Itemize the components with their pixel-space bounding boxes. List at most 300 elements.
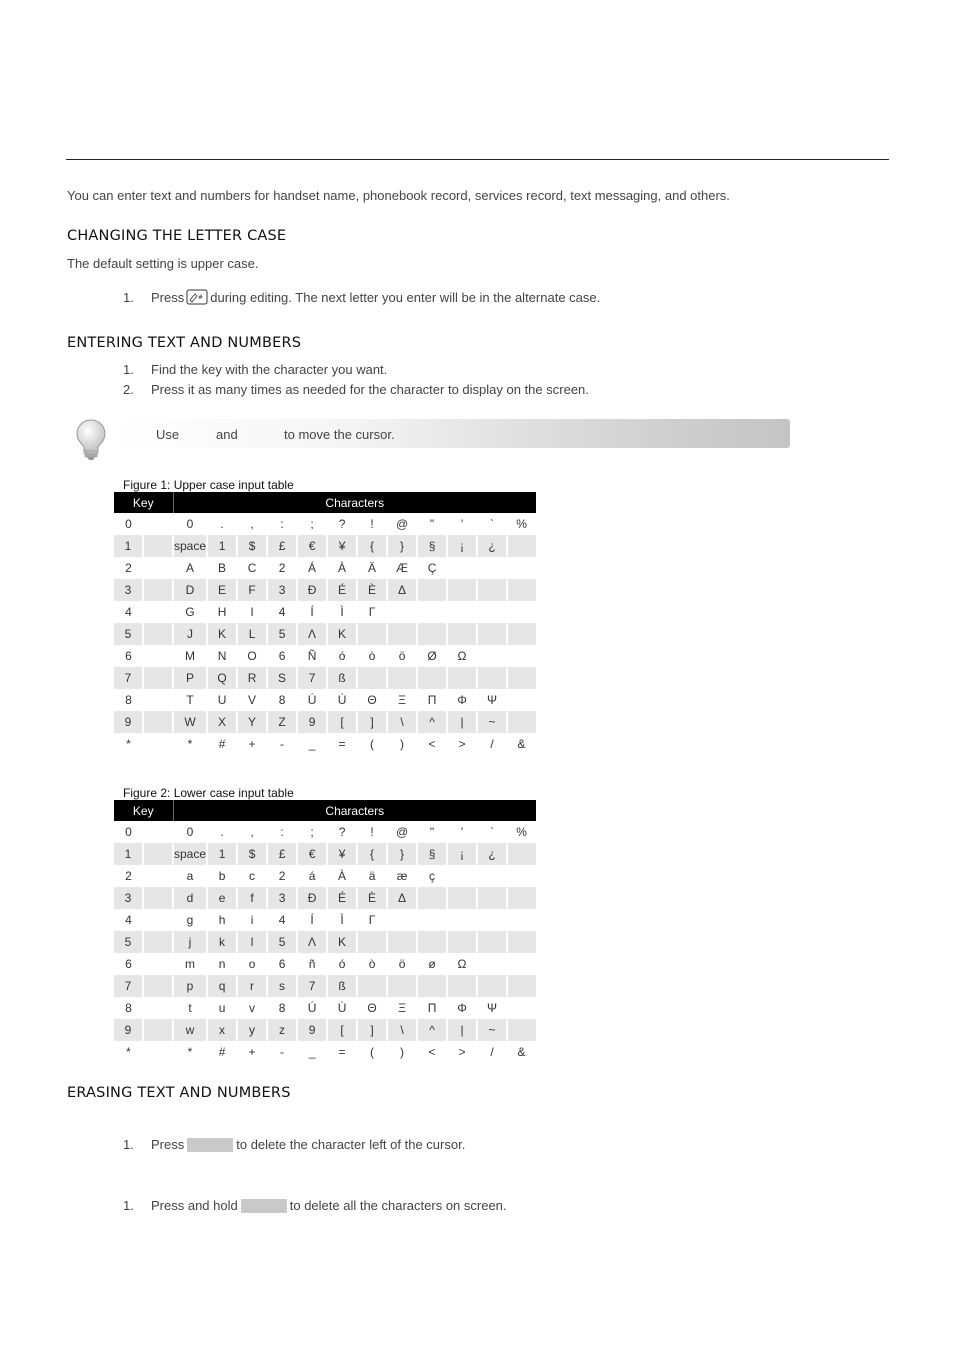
spacer-cell: [143, 821, 173, 843]
character-cell: [507, 623, 536, 645]
character-cell: space: [173, 535, 207, 557]
character-cell: Ú: [307, 693, 317, 707]
character-cell: Æ: [396, 561, 409, 575]
character-cell: ö: [398, 649, 406, 663]
character-cell: #: [218, 737, 226, 751]
character-cell: 4: [278, 913, 286, 927]
character-cell: Ç: [427, 561, 437, 575]
character-cell: ;: [310, 517, 314, 531]
character-cell: [507, 975, 536, 997]
character-cell: 8: [278, 693, 286, 707]
table-row: [114, 821, 536, 843]
character-cell: 1: [207, 843, 237, 865]
character-cell: á: [308, 869, 316, 883]
character-cell: 9: [297, 711, 327, 733]
key-cell: 2: [125, 561, 132, 575]
key-cell: 8: [125, 693, 132, 707]
character-cell: ¥: [327, 535, 357, 557]
character-cell: ]: [357, 711, 387, 733]
character-cell: ?: [338, 517, 346, 531]
character-cell: }: [387, 535, 417, 557]
character-cell: [507, 1019, 536, 1041]
character-cell: 6: [278, 649, 286, 663]
character-cell: P: [173, 667, 207, 689]
character-cell: x: [207, 1019, 237, 1041]
character-cell: ~: [477, 1019, 507, 1041]
table-row: [114, 1041, 536, 1063]
character-cell: [507, 865, 536, 887]
character-cell: e: [207, 887, 237, 909]
character-cell: [507, 689, 536, 711]
character-cell: @: [395, 517, 409, 531]
spacer-cell: [143, 557, 173, 579]
heading-entering: ENTERING TEXT AND NUMBERS: [67, 335, 302, 351]
character-cell: ß: [327, 667, 357, 689]
character-cell: p: [173, 975, 207, 997]
character-cell: Ψ: [487, 1001, 498, 1015]
character-cell: ¡: [447, 843, 477, 865]
table-row: [114, 1019, 536, 1041]
table-header-characters: Characters: [173, 800, 536, 821]
table-row: [114, 601, 536, 623]
character-cell: [477, 953, 507, 975]
key-cell: 4: [125, 913, 132, 927]
table-row: [114, 535, 536, 557]
character-cell: *: [187, 1045, 193, 1059]
character-cell: g: [186, 913, 194, 927]
character-cell: v: [249, 1001, 256, 1015]
character-cell: Á: [308, 561, 317, 575]
character-cell: [447, 975, 477, 997]
tip-rest: to move the cursor.: [284, 427, 395, 442]
key-cell: 7: [114, 667, 143, 689]
spacer-cell: [143, 689, 173, 711]
character-cell: N: [217, 649, 227, 663]
character-cell: [477, 601, 507, 623]
character-cell: `: [490, 825, 495, 839]
character-cell: 9: [297, 1019, 327, 1041]
table-row: [114, 689, 536, 711]
character-cell: [477, 975, 507, 997]
table-row: [114, 975, 536, 997]
character-cell: 2: [278, 561, 286, 575]
character-cell: q: [207, 975, 237, 997]
key-cell: 4: [125, 605, 132, 619]
character-cell: ": [429, 517, 435, 531]
key-cell: 6: [125, 649, 132, 663]
spacer-cell: [143, 997, 173, 1019]
entering-step-1: [123, 362, 387, 377]
character-cell: [507, 931, 536, 953]
character-cell: z: [267, 1019, 297, 1041]
character-cell: n: [218, 957, 226, 971]
character-cell: [447, 557, 477, 579]
character-cell: `: [490, 517, 495, 531]
character-cell: [357, 623, 387, 645]
table-row: [114, 909, 536, 931]
character-cell: æ: [396, 869, 408, 883]
character-cell: $: [237, 843, 267, 865]
step-number: 1.: [123, 289, 134, 305]
character-cell: [507, 843, 536, 865]
character-cell: Ξ: [398, 693, 406, 707]
character-cell: C: [247, 561, 257, 575]
character-cell: ò: [368, 649, 376, 663]
character-cell: 4: [278, 605, 286, 619]
character-cell: [447, 887, 477, 909]
character-cell: _: [308, 737, 316, 751]
character-cell: b: [218, 869, 226, 883]
character-cell: [507, 711, 536, 733]
character-cell: l: [237, 931, 267, 953]
character-cell: I: [250, 605, 254, 619]
character-cell: [447, 601, 477, 623]
character-cell: <: [428, 737, 436, 751]
figure1-caption: Figure 1: Upper case input table: [123, 478, 294, 492]
character-cell: Ø: [427, 649, 437, 663]
spacer-cell: [143, 623, 173, 645]
character-cell: [507, 997, 536, 1019]
step-text-pre: Press: [151, 289, 185, 305]
character-cell: 7: [297, 667, 327, 689]
character-cell: ¡: [447, 535, 477, 557]
character-cell: t: [188, 1001, 192, 1015]
character-cell: J: [173, 623, 207, 645]
character-cell: [447, 865, 477, 887]
character-cell: Ξ: [398, 1001, 406, 1015]
character-cell: }: [387, 843, 417, 865]
character-cell: %: [516, 517, 527, 531]
character-cell: i: [250, 913, 254, 927]
character-cell: [387, 975, 417, 997]
key-cell: 9: [114, 1019, 143, 1041]
character-cell: Φ: [457, 1001, 467, 1015]
section-rule: [66, 159, 889, 160]
character-cell: Λ: [297, 623, 327, 645]
character-cell: $: [237, 535, 267, 557]
character-cell: 6: [278, 957, 286, 971]
step-text-post: to delete the character left of the cursor.: [236, 1137, 466, 1152]
character-cell: È: [357, 887, 387, 909]
character-cell: K: [207, 623, 237, 645]
character-cell: 0: [186, 825, 194, 839]
character-cell: H: [217, 605, 227, 619]
character-cell: <: [428, 1045, 436, 1059]
character-cell: ": [429, 825, 435, 839]
character-cell: ,: [250, 517, 254, 531]
character-cell: Ω: [457, 649, 467, 663]
character-cell: r: [237, 975, 267, 997]
character-cell: space: [173, 843, 207, 865]
character-cell: -: [280, 737, 285, 751]
character-cell: [387, 601, 417, 623]
letter-case-step: [123, 289, 600, 305]
table-row: [114, 887, 536, 909]
key-cell: 0: [125, 825, 132, 839]
character-cell: O: [247, 649, 257, 663]
character-cell: 5: [267, 623, 297, 645]
character-cell: /: [490, 1045, 494, 1059]
key-cell: 0: [125, 517, 132, 531]
spacer-cell: [143, 733, 173, 755]
table-row: [114, 623, 536, 645]
step-text-post: to delete all the characters on screen.: [289, 1198, 507, 1213]
spacer-cell: [143, 601, 173, 623]
character-cell: [447, 667, 477, 689]
character-cell: [387, 623, 417, 645]
table-row: [114, 711, 536, 733]
character-cell: Y: [237, 711, 267, 733]
character-cell: É: [327, 579, 357, 601]
character-cell: @: [395, 825, 409, 839]
character-cell: [507, 579, 536, 601]
spacer-cell: [143, 887, 173, 909]
character-cell: [387, 667, 417, 689]
character-cell: Ì: [340, 913, 344, 927]
character-cell: #: [218, 1045, 226, 1059]
character-cell: Í: [310, 913, 314, 927]
delete-key-placeholder: [187, 1138, 233, 1152]
key-cell: *: [126, 1045, 131, 1059]
character-cell: [417, 579, 447, 601]
character-cell: Φ: [457, 693, 467, 707]
character-cell: ^: [417, 711, 447, 733]
character-cell: (: [370, 1045, 375, 1059]
character-cell: 0: [186, 517, 194, 531]
character-cell: |: [447, 1019, 477, 1041]
character-cell: [: [327, 1019, 357, 1041]
character-cell: ó: [338, 649, 346, 663]
character-cell: Ψ: [487, 693, 498, 707]
character-cell: y: [237, 1019, 267, 1041]
character-cell: 1: [207, 535, 237, 557]
character-cell: k: [207, 931, 237, 953]
character-cell: ç: [429, 869, 436, 883]
character-cell: :: [280, 825, 284, 839]
character-cell: -: [280, 1045, 285, 1059]
character-cell: ]: [357, 1019, 387, 1041]
character-cell: §: [417, 843, 447, 865]
character-cell: \: [387, 711, 417, 733]
character-cell: .: [220, 517, 224, 531]
character-cell: R: [237, 667, 267, 689]
character-cell: +: [248, 737, 256, 751]
character-cell: U: [217, 693, 227, 707]
svg-text:#: #: [198, 294, 204, 301]
character-cell: M: [185, 649, 196, 663]
character-cell: [477, 623, 507, 645]
character-cell: ò: [368, 957, 376, 971]
character-cell: ¿: [477, 843, 507, 865]
spacer-cell: [143, 645, 173, 667]
key-cell: 3: [114, 887, 143, 909]
character-cell: /: [490, 737, 494, 751]
character-cell: ñ: [308, 957, 316, 971]
character-cell: \: [387, 1019, 417, 1041]
character-cell: 3: [267, 579, 297, 601]
character-cell: [477, 579, 507, 601]
table-header-characters: Characters: [173, 492, 536, 513]
character-cell: W: [173, 711, 207, 733]
character-cell: 2: [278, 869, 286, 883]
character-cell: ,: [250, 825, 254, 839]
lightbulb-icon: [74, 418, 108, 462]
character-cell: |: [447, 711, 477, 733]
delete-key-placeholder: [241, 1199, 287, 1213]
character-cell: ö: [398, 957, 406, 971]
character-cell: Λ: [297, 931, 327, 953]
table-row: [114, 997, 536, 1019]
character-cell: È: [357, 579, 387, 601]
heading-letter-case: CHANGING THE LETTER CASE: [67, 228, 287, 244]
character-cell: [447, 579, 477, 601]
character-cell: [387, 931, 417, 953]
character-cell: [507, 887, 536, 909]
character-cell: {: [357, 843, 387, 865]
character-cell: :: [280, 517, 284, 531]
character-cell: É: [327, 887, 357, 909]
key-cell: 8: [125, 1001, 132, 1015]
character-cell: (: [370, 737, 375, 751]
character-cell: f: [237, 887, 267, 909]
character-cell: Δ: [387, 887, 417, 909]
character-cell: §: [417, 535, 447, 557]
step-text: Press it as many times as needed for the character to display on the screen.: [151, 382, 589, 397]
character-cell: [447, 931, 477, 953]
table-row: [114, 557, 536, 579]
character-cell: ä: [368, 869, 376, 883]
table-row: [114, 513, 536, 535]
character-cell: A: [186, 561, 195, 575]
upper-case-table: [114, 492, 536, 755]
character-cell: €: [297, 843, 327, 865]
character-cell: ): [400, 737, 405, 751]
table-row: [114, 667, 536, 689]
spacer-cell: [143, 1019, 173, 1041]
character-cell: ': [460, 517, 464, 531]
character-cell: %: [516, 825, 527, 839]
step-number: 1.: [123, 1137, 134, 1152]
character-cell: V: [248, 693, 257, 707]
character-cell: Ú: [307, 1001, 317, 1015]
character-cell: m: [185, 957, 196, 971]
tip-use: Use: [156, 427, 180, 442]
character-cell: X: [207, 711, 237, 733]
character-cell: [507, 601, 536, 623]
spacer-cell: [143, 711, 173, 733]
step-text-pre: Press: [151, 1137, 185, 1152]
character-cell: [417, 623, 447, 645]
spacer-cell: [143, 843, 173, 865]
character-cell: u: [218, 1001, 226, 1015]
character-cell: Đ: [297, 579, 327, 601]
character-cell: >: [458, 1045, 466, 1059]
table-row: [114, 865, 536, 887]
character-cell: [477, 645, 507, 667]
character-cell: [507, 667, 536, 689]
step-number: 1.: [123, 362, 134, 377]
case-toggle-key-icon: [186, 289, 208, 305]
character-cell: [357, 975, 387, 997]
spacer-cell: [143, 579, 173, 601]
erasing-step-delete: [123, 1137, 465, 1152]
step-text-pre: Press and hold: [151, 1198, 238, 1213]
character-cell: Γ: [368, 605, 376, 619]
character-cell: Đ: [297, 887, 327, 909]
character-cell: [417, 601, 447, 623]
spacer-cell: [143, 535, 173, 557]
character-cell: T: [186, 693, 194, 707]
character-cell: [417, 975, 447, 997]
character-cell: [477, 931, 507, 953]
character-cell: Ù: [337, 1001, 347, 1015]
character-cell: [357, 667, 387, 689]
entering-step-2: [123, 382, 589, 397]
character-cell: S: [267, 667, 297, 689]
character-cell: B: [218, 561, 227, 575]
character-cell: [507, 645, 536, 667]
character-cell: [417, 887, 447, 909]
character-cell: &: [517, 1045, 526, 1059]
spacer-cell: [143, 931, 173, 953]
character-cell: À: [338, 561, 347, 575]
character-cell: c: [249, 869, 256, 883]
character-cell: [357, 931, 387, 953]
character-cell: [477, 887, 507, 909]
character-cell: s: [267, 975, 297, 997]
character-cell: £: [267, 843, 297, 865]
character-cell: ¥: [327, 843, 357, 865]
character-cell: [447, 623, 477, 645]
table-row: [114, 843, 536, 865]
character-cell: .: [220, 825, 224, 839]
character-cell: Q: [207, 667, 237, 689]
character-cell: [507, 953, 536, 975]
character-cell: ;: [310, 825, 314, 839]
table-header-key: Key: [114, 800, 173, 821]
character-cell: [: [327, 711, 357, 733]
character-cell: d: [173, 887, 207, 909]
key-cell: 7: [114, 975, 143, 997]
character-cell: [417, 667, 447, 689]
letter-case-note: The default setting is upper case.: [67, 256, 259, 271]
character-cell: Γ: [368, 913, 376, 927]
character-cell: Δ: [387, 579, 417, 601]
character-cell: [477, 865, 507, 887]
character-cell: !: [370, 825, 374, 839]
table-header-key: Key: [114, 492, 173, 513]
key-cell: 2: [125, 869, 132, 883]
table-row: [114, 645, 536, 667]
character-cell: Ω: [457, 957, 467, 971]
character-cell: K: [327, 931, 357, 953]
character-cell: [447, 909, 477, 931]
character-cell: £: [267, 535, 297, 557]
key-cell: 5: [114, 931, 143, 953]
character-cell: =: [338, 737, 346, 751]
character-cell: Z: [267, 711, 297, 733]
key-cell: 5: [114, 623, 143, 645]
character-cell: ^: [417, 1019, 447, 1041]
character-cell: Π: [427, 1001, 437, 1015]
character-cell: G: [185, 605, 195, 619]
character-cell: [417, 931, 447, 953]
character-cell: [417, 909, 447, 931]
character-cell: >: [458, 737, 466, 751]
key-cell: 9: [114, 711, 143, 733]
figure2-caption: Figure 2: Lower case input table: [123, 786, 294, 800]
character-cell: +: [248, 1045, 256, 1059]
